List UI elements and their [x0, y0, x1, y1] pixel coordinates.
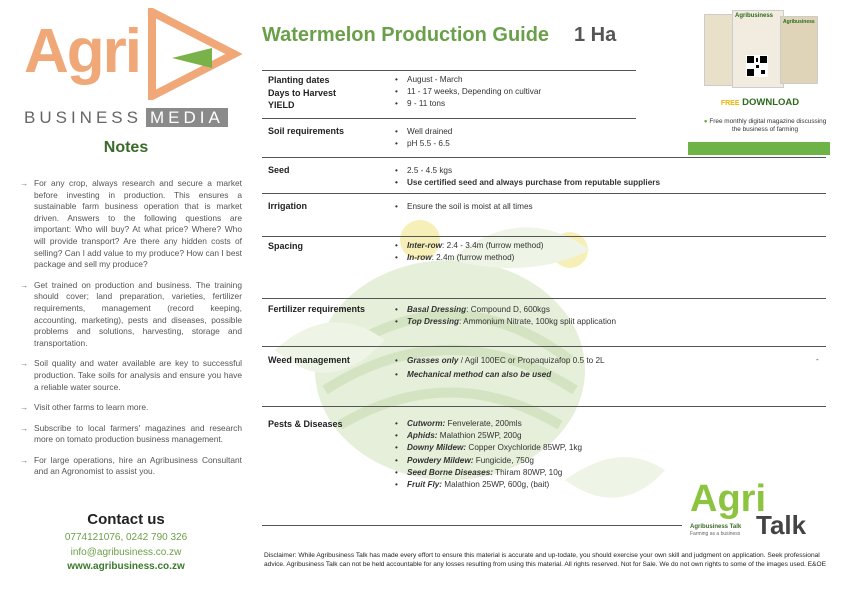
- values-weed: • Grasses only / Agil 100EC or Propaquizafop 0.5 to 2L • Mechanical method can also be used: [392, 355, 605, 381]
- bullet-icon: ●: [703, 118, 708, 125]
- qr-code-icon: [746, 55, 768, 77]
- label-fertilizer: Fertilizer requirements: [268, 304, 366, 314]
- arrow-icon: →: [20, 358, 29, 369]
- label-seed: Seed: [268, 165, 290, 175]
- label-irrigation: Irrigation: [268, 201, 308, 211]
- arrow-icon: →: [20, 454, 29, 465]
- notes-list: [20, 178, 242, 487]
- logo-play-icon: [142, 8, 242, 100]
- divider: [262, 525, 682, 526]
- contact-phones: 0774121076, 0242 790 326: [64, 532, 188, 543]
- divider: [262, 118, 636, 119]
- values-spacing: • Inter-row: 2.4 - 3.4m (furrow method) • In-row: 2.4m (furrow method): [392, 240, 544, 264]
- contact-email[interactable]: info@agribusiness.co.zw: [70, 547, 182, 558]
- page-title: Watermelon Production Guide: [262, 24, 550, 46]
- contact-website[interactable]: www.agribusiness.co.zw: [67, 561, 185, 572]
- promo-note: ● Free monthly digital magazine discussing the business of farming: [703, 118, 827, 133]
- magazine-cover-main: Agribusiness: [732, 10, 784, 88]
- note-item: → Visit other farms to learn more.: [20, 402, 149, 413]
- note-item: → Soil quality and water available are key to successful production. Take soils for analysis and ensure you have a reliable water source.: [20, 358, 242, 392]
- values-irrigation: • Ensure the soil is moist at all times: [392, 201, 533, 213]
- logo-text: Agri: [24, 17, 140, 86]
- divider: [262, 406, 826, 407]
- agribusiness-media-logo: [22, 8, 238, 130]
- promo-bar: [688, 142, 830, 155]
- logo-subtext: BUSINESS MEDIA: [24, 108, 228, 128]
- arrow-icon: →: [20, 402, 29, 413]
- notes-heading: Notes: [103, 139, 149, 156]
- label-pests: Pests & Diseases: [268, 419, 343, 429]
- divider: [262, 298, 826, 299]
- note-item: → For any crop, always research and secure a market before investing in production. This ensures a sustainable farm business operation that is market driven. Answers to the following questions are important: Who will buy? At what price? Where? Who will provide transport? Are there any hidden costs of selling? Can I add value to my produce? How can I best package and sell my produce?: [20, 178, 242, 270]
- arrow-icon: →: [20, 422, 29, 433]
- note-item: → For large operations, hire an Agribusiness Consultant and an Agronomist to assist you.: [20, 454, 242, 477]
- divider: [262, 70, 636, 71]
- magazine-cover: Agribusiness: [780, 16, 818, 84]
- values-soil: • Well drained • pH 5.5 - 6.5: [392, 126, 452, 150]
- values-pests: • Cutworm: Fenvelerate, 200mls • Aphids: Malathion 25WP, 200g • Downy Mildew: Copper Oxychloride 85WP, 1kg • Powdery Mildew: Fungicide, 750g • Seed Borne Diseases: Thiram 80WP, 10g • Fruit Fly: Malathion 25WP, 600g, (bait): [392, 418, 582, 491]
- divider: [262, 157, 826, 158]
- free-download-link[interactable]: FREE DOWNLOAD: [720, 97, 800, 108]
- label-weed: Weed management: [268, 355, 350, 365]
- values-planting: • August - March • 11 - 17 weeks, Depending on cultivar • 9 - 11 tons: [392, 74, 541, 111]
- arrow-icon: →: [20, 279, 29, 290]
- magazine-covers[interactable]: [704, 10, 816, 90]
- label-spacing: Spacing: [268, 241, 304, 251]
- left-panel: [0, 0, 252, 595]
- label-planting: Planting dates Days to Harvest YIELD: [268, 75, 337, 111]
- weed-dash: -: [816, 355, 819, 364]
- values-fertilizer: • Basal Dressing: Compound D, 600kgs • Top Dressing: Ammonium Nitrate, 100kg split application: [392, 304, 616, 328]
- note-item: → Get trained on production and business. The training should cover; land preparation, varieties, fertilizer requirements, management (record keeping, accounting, marketing), pests and diseases, possible problems and solutions, harvesting, storage and transportation.: [20, 279, 242, 348]
- area-label: 1 Ha: [574, 24, 617, 46]
- agribusiness-talk-logo: Agri Talk Agribusiness Talk Farming as a business: [690, 478, 807, 540]
- contact-heading: Contact us: [87, 511, 165, 528]
- label-soil: Soil requirements: [268, 126, 345, 136]
- values-seed: • 2.5 - 4.5 kgs • Use certified seed and always purchase from reputable suppliers: [392, 165, 660, 189]
- divider: [262, 346, 826, 347]
- disclaimer: Disclaimer: While Agribusiness Talk has made every effort to ensure this material is accurate and up-todate, you should exercise your own skill and judgment on application. Seek professional advice. Agribusiness Talk can not be held accountable for any losses resulting from using this material. All rights reserved. Not for Sale. We do not own rights to some of the images used. E&OE: [264, 552, 826, 568]
- divider: [262, 193, 826, 194]
- arrow-icon: →: [20, 178, 29, 188]
- note-item: → Subscribe to local farmers' magazines and research more on tomato production business management.: [20, 422, 242, 445]
- divider: [262, 236, 826, 237]
